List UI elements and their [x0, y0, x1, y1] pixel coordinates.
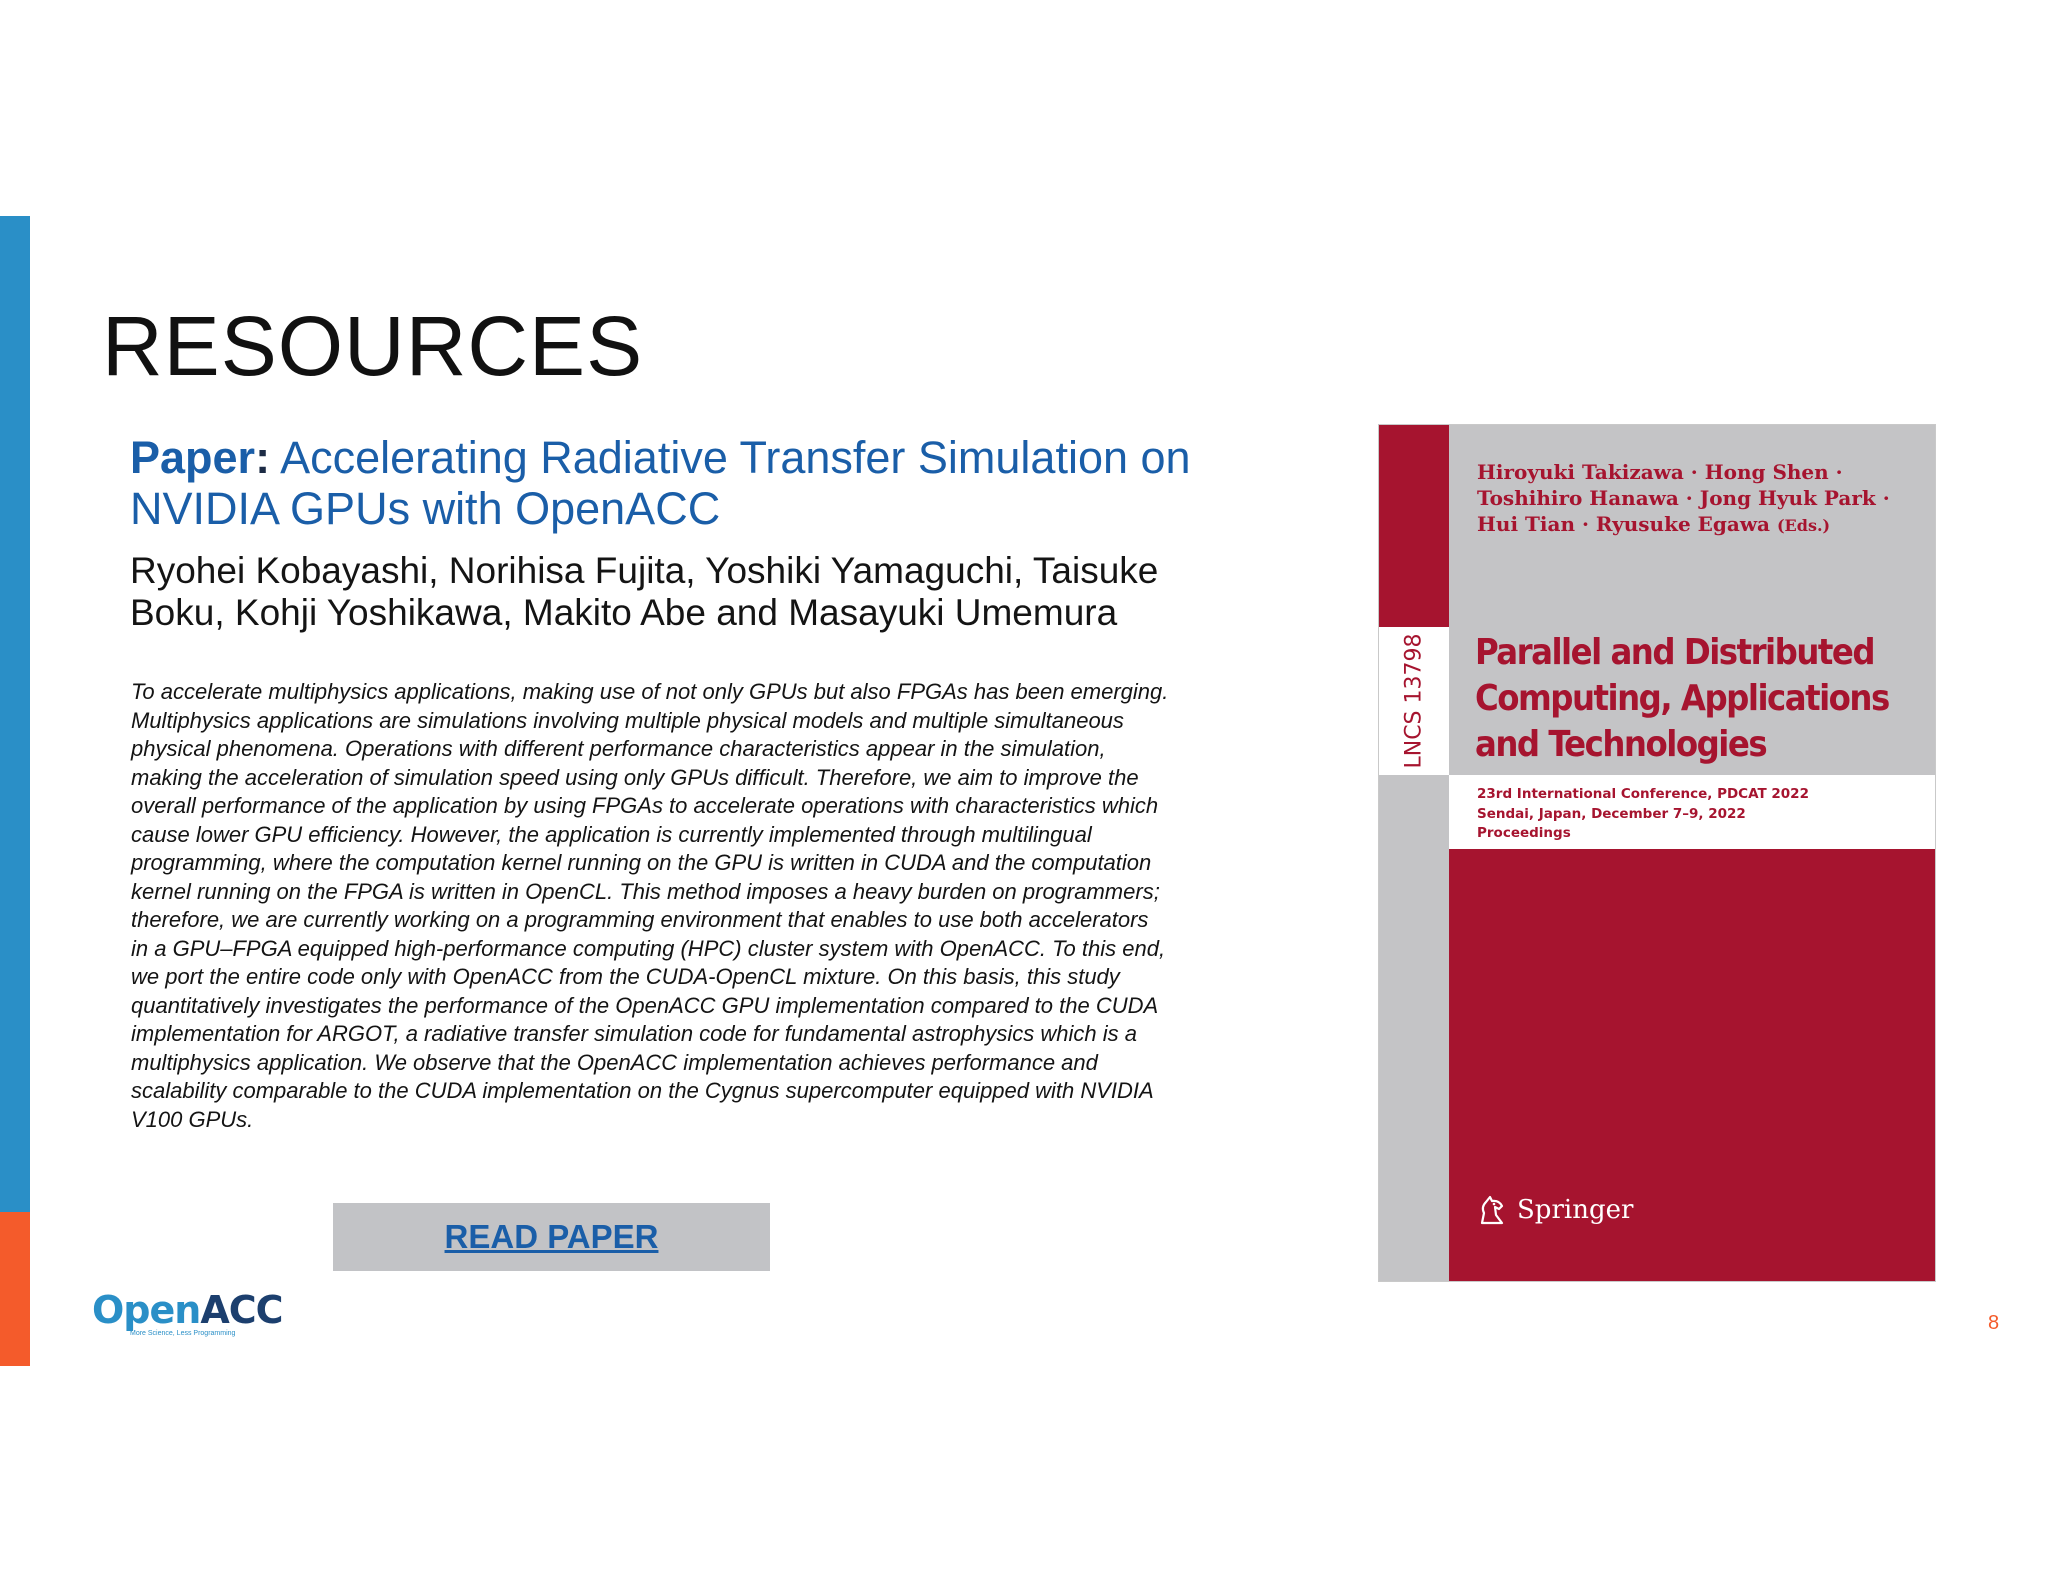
cover-publisher: [1475, 1193, 1633, 1227]
paper-title: Accelerating Radiative Transfer Simulation on NVIDIA GPUs with OpenACC: [130, 432, 1191, 534]
cover-editors: [1477, 459, 1917, 539]
cover-spine-bottom: [1379, 775, 1449, 1282]
slide-title: RESOURCES: [102, 299, 644, 393]
read-paper-link[interactable]: READ PAPER: [444, 1218, 659, 1255]
logo-tagline: More Science, Less Programming: [130, 1330, 236, 1337]
paper-authors: Ryohei Kobayashi, Norihisa Fujita, Yoshiki Yamaguchi, Taisuke Boku, Kohji Yoshikawa, Makito Abe and Masayuki Umemura: [130, 550, 1159, 633]
left-accent-bar-orange: [0, 1212, 30, 1366]
paper-heading: [130, 432, 1230, 534]
page-number: 8: [1988, 1312, 2000, 1334]
paper-label-colon: :: [255, 432, 271, 483]
read-paper-button[interactable]: [333, 1203, 770, 1271]
cover-spine-top: [1379, 425, 1449, 627]
logo-word-acc: ACC: [200, 1288, 283, 1332]
cover-conference-line: 23rd International Conference, PDCAT 2022: [1477, 786, 1809, 802]
book-cover: [1378, 424, 1936, 1282]
springer-horse-icon: [1475, 1193, 1509, 1227]
openacc-logo: [92, 1288, 283, 1340]
paper-label: Paper: [130, 432, 256, 483]
logo-word-open: Open: [92, 1288, 201, 1332]
paper-abstract: To accelerate multiphysics applications, making use of not only GPUs but also FPGAs has been emerging. Multiphysics applications are simulations involving multiple physical models and multiple simultaneous physical phenomena. Operations with different performance characteristics appear in the simulation, making the acceleration of simulation speed using only GPUs difficult. Therefore, we aim to improve the overall performance of the application by using FPGAs to accelerate operations with characteristics which cause lower GPU efficiency. However, the application is currently implemented through multilingual programming, where the computation kernel running on the GPU is written in CUDA and the computation kernel running on the FPGA is written in OpenCL. This method imposes a heavy burden on programmers; therefore, we are currently working on a programming environment that enables to use both accelerators in a GPU–FPGA equipped high-performance computing (HPC) cluster system with OpenACC. To this end, we port the entire code only with OpenACC from the CUDA-OpenCL mixture. On this basis, this study quantitatively investigates the performance of the OpenACC GPU implementation compared to the CUDA implementation for ARGOT, a radiative transfer simulation code for fundamental astrophysics which is a multiphysics application. We observe that the OpenACC implementation achieves performance and scalability comparable to the CUDA implementation on the Cygnus supercomputer equipped with NVIDIA V100 GPUs.: [131, 679, 1169, 1132]
left-accent-bar-blue: [0, 216, 30, 1212]
cover-title-line: and Technologies: [1475, 724, 1767, 765]
cover-series: LNCS 13798: [1401, 633, 1427, 769]
cover-editors-line: Hiroyuki Takizawa · Hong Shen ·: [1477, 460, 1843, 484]
cover-conference-line: Sendai, Japan, December 7–9, 2022: [1477, 805, 1746, 822]
cover-conference: [1477, 785, 1917, 844]
cover-publisher-name: Springer: [1517, 1195, 1634, 1225]
cover-editors-line: Hui Tian · Ryusuke Egawa: [1477, 512, 1771, 536]
cover-conference-line: Proceedings: [1477, 825, 1571, 841]
cover-title-line: Parallel and Distributed: [1475, 632, 1875, 673]
cover-editors-suffix: (Eds.): [1776, 516, 1831, 535]
cover-editors-line: Toshihiro Hanawa · Jong Hyuk Park ·: [1477, 486, 1890, 510]
cover-title-line: Computing, Applications: [1475, 678, 1889, 719]
cover-title: [1475, 630, 1925, 768]
